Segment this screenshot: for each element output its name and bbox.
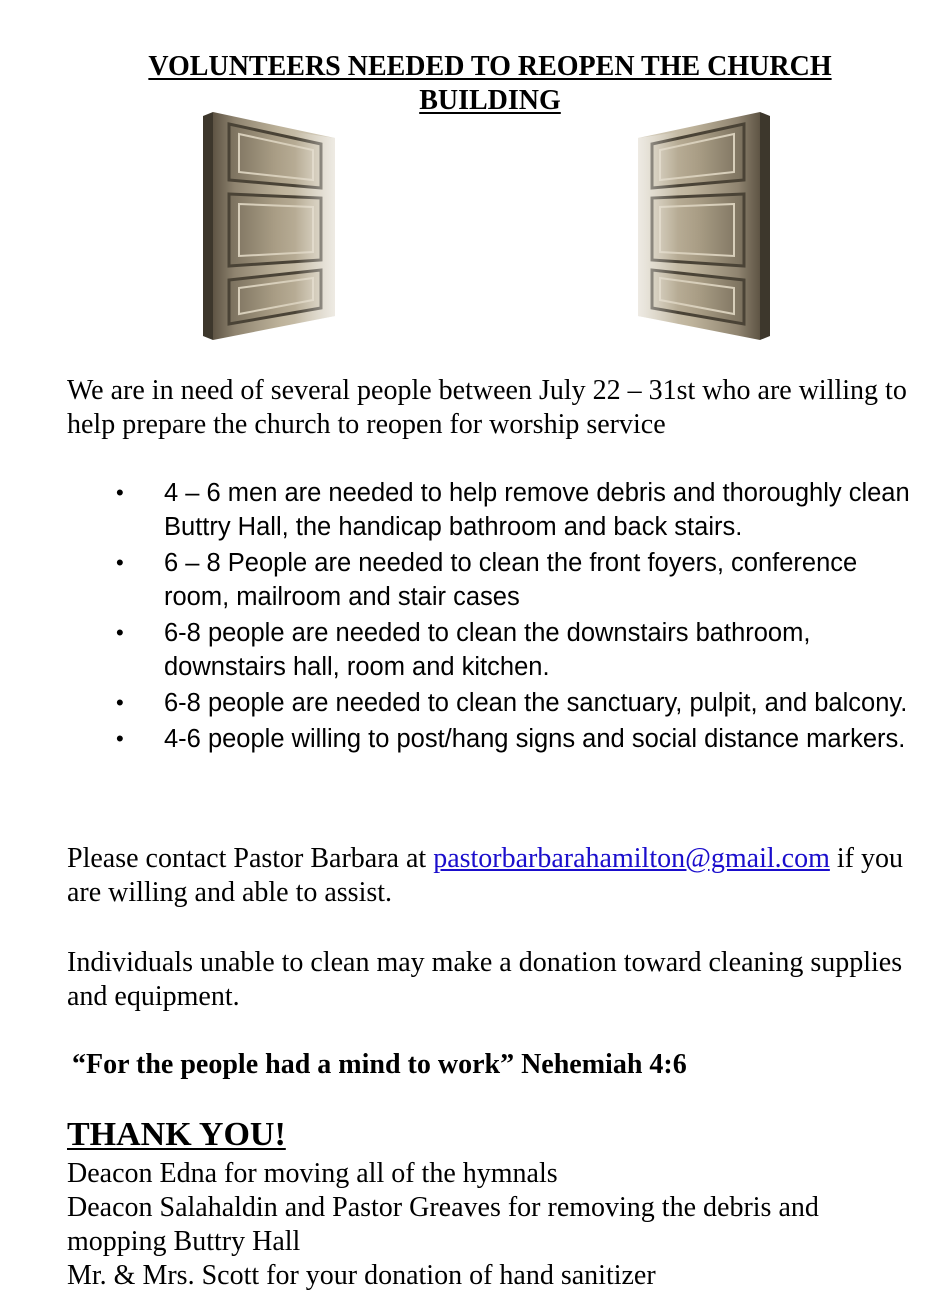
contact-text-before: Please contact Pastor Barbara at [67, 843, 434, 874]
thank-you-heading: THANK YOU! [67, 1116, 286, 1153]
task-text: 6 – 8 People are needed to clean the front foyers, conference room, mailroom and stair cases [164, 549, 858, 611]
task-text: 6-8 people are needed to clean the downstairs bathroom, downstairs hall, room and kitchen. [164, 619, 811, 681]
open-doors-illustration [0, 110, 934, 350]
contact-text-after: if you are willing and able to assist. [67, 843, 903, 908]
open-door-left-icon [195, 110, 345, 342]
list-item [112, 476, 912, 544]
list-item: Deacon Edna for moving all of the hymnals [67, 1158, 558, 1189]
list-item: Deacon Salahaldin and Pastor Greaves for removing the debris and mopping Buttry Hall [67, 1192, 819, 1257]
email-link[interactable]: pastorbarbarahamilton@gmail.com [433, 843, 830, 874]
flyer-title [60, 50, 920, 118]
list-item [112, 686, 912, 720]
bullet-icon: • [116, 726, 124, 751]
bullet-icon: • [116, 620, 124, 645]
task-text: 4 – 6 men are needed to help remove debris and thoroughly clean Buttry Hall, the handicap bathroom and back stairs. [164, 479, 910, 541]
volunteer-task-list [112, 476, 912, 758]
scripture-quote: “For the people had a mind to work” Nehemiah 4:6 [72, 1049, 687, 1080]
donation-paragraph: Individuals unable to clean may make a donation toward cleaning supplies and equipment. [67, 947, 903, 1012]
bullet-icon: • [116, 690, 124, 715]
contact-paragraph [67, 842, 917, 910]
title-line-1: VOLUNTEERS NEEDED TO REOPEN THE CHURCH [148, 51, 832, 82]
list-item [112, 616, 912, 684]
task-text: 4-6 people willing to post/hang signs and social distance markers. [164, 725, 906, 753]
bullet-icon: • [116, 550, 124, 575]
task-text: 6-8 people are needed to clean the sanctuary, pulpit, and balcony. [164, 689, 908, 717]
bullet-icon: • [116, 480, 124, 505]
thank-you-list [67, 1157, 917, 1293]
title-line-2: BUILDING [419, 85, 561, 116]
open-door-right-icon [628, 110, 778, 342]
list-item [112, 722, 912, 756]
list-item [112, 546, 912, 614]
intro-paragraph: We are in need of several people between July 22 – 31st who are willing to help prepare the church to reopen for worship service [67, 375, 907, 440]
list-item: Mr. & Mrs. Scott for your donation of hand sanitizer [67, 1260, 656, 1291]
